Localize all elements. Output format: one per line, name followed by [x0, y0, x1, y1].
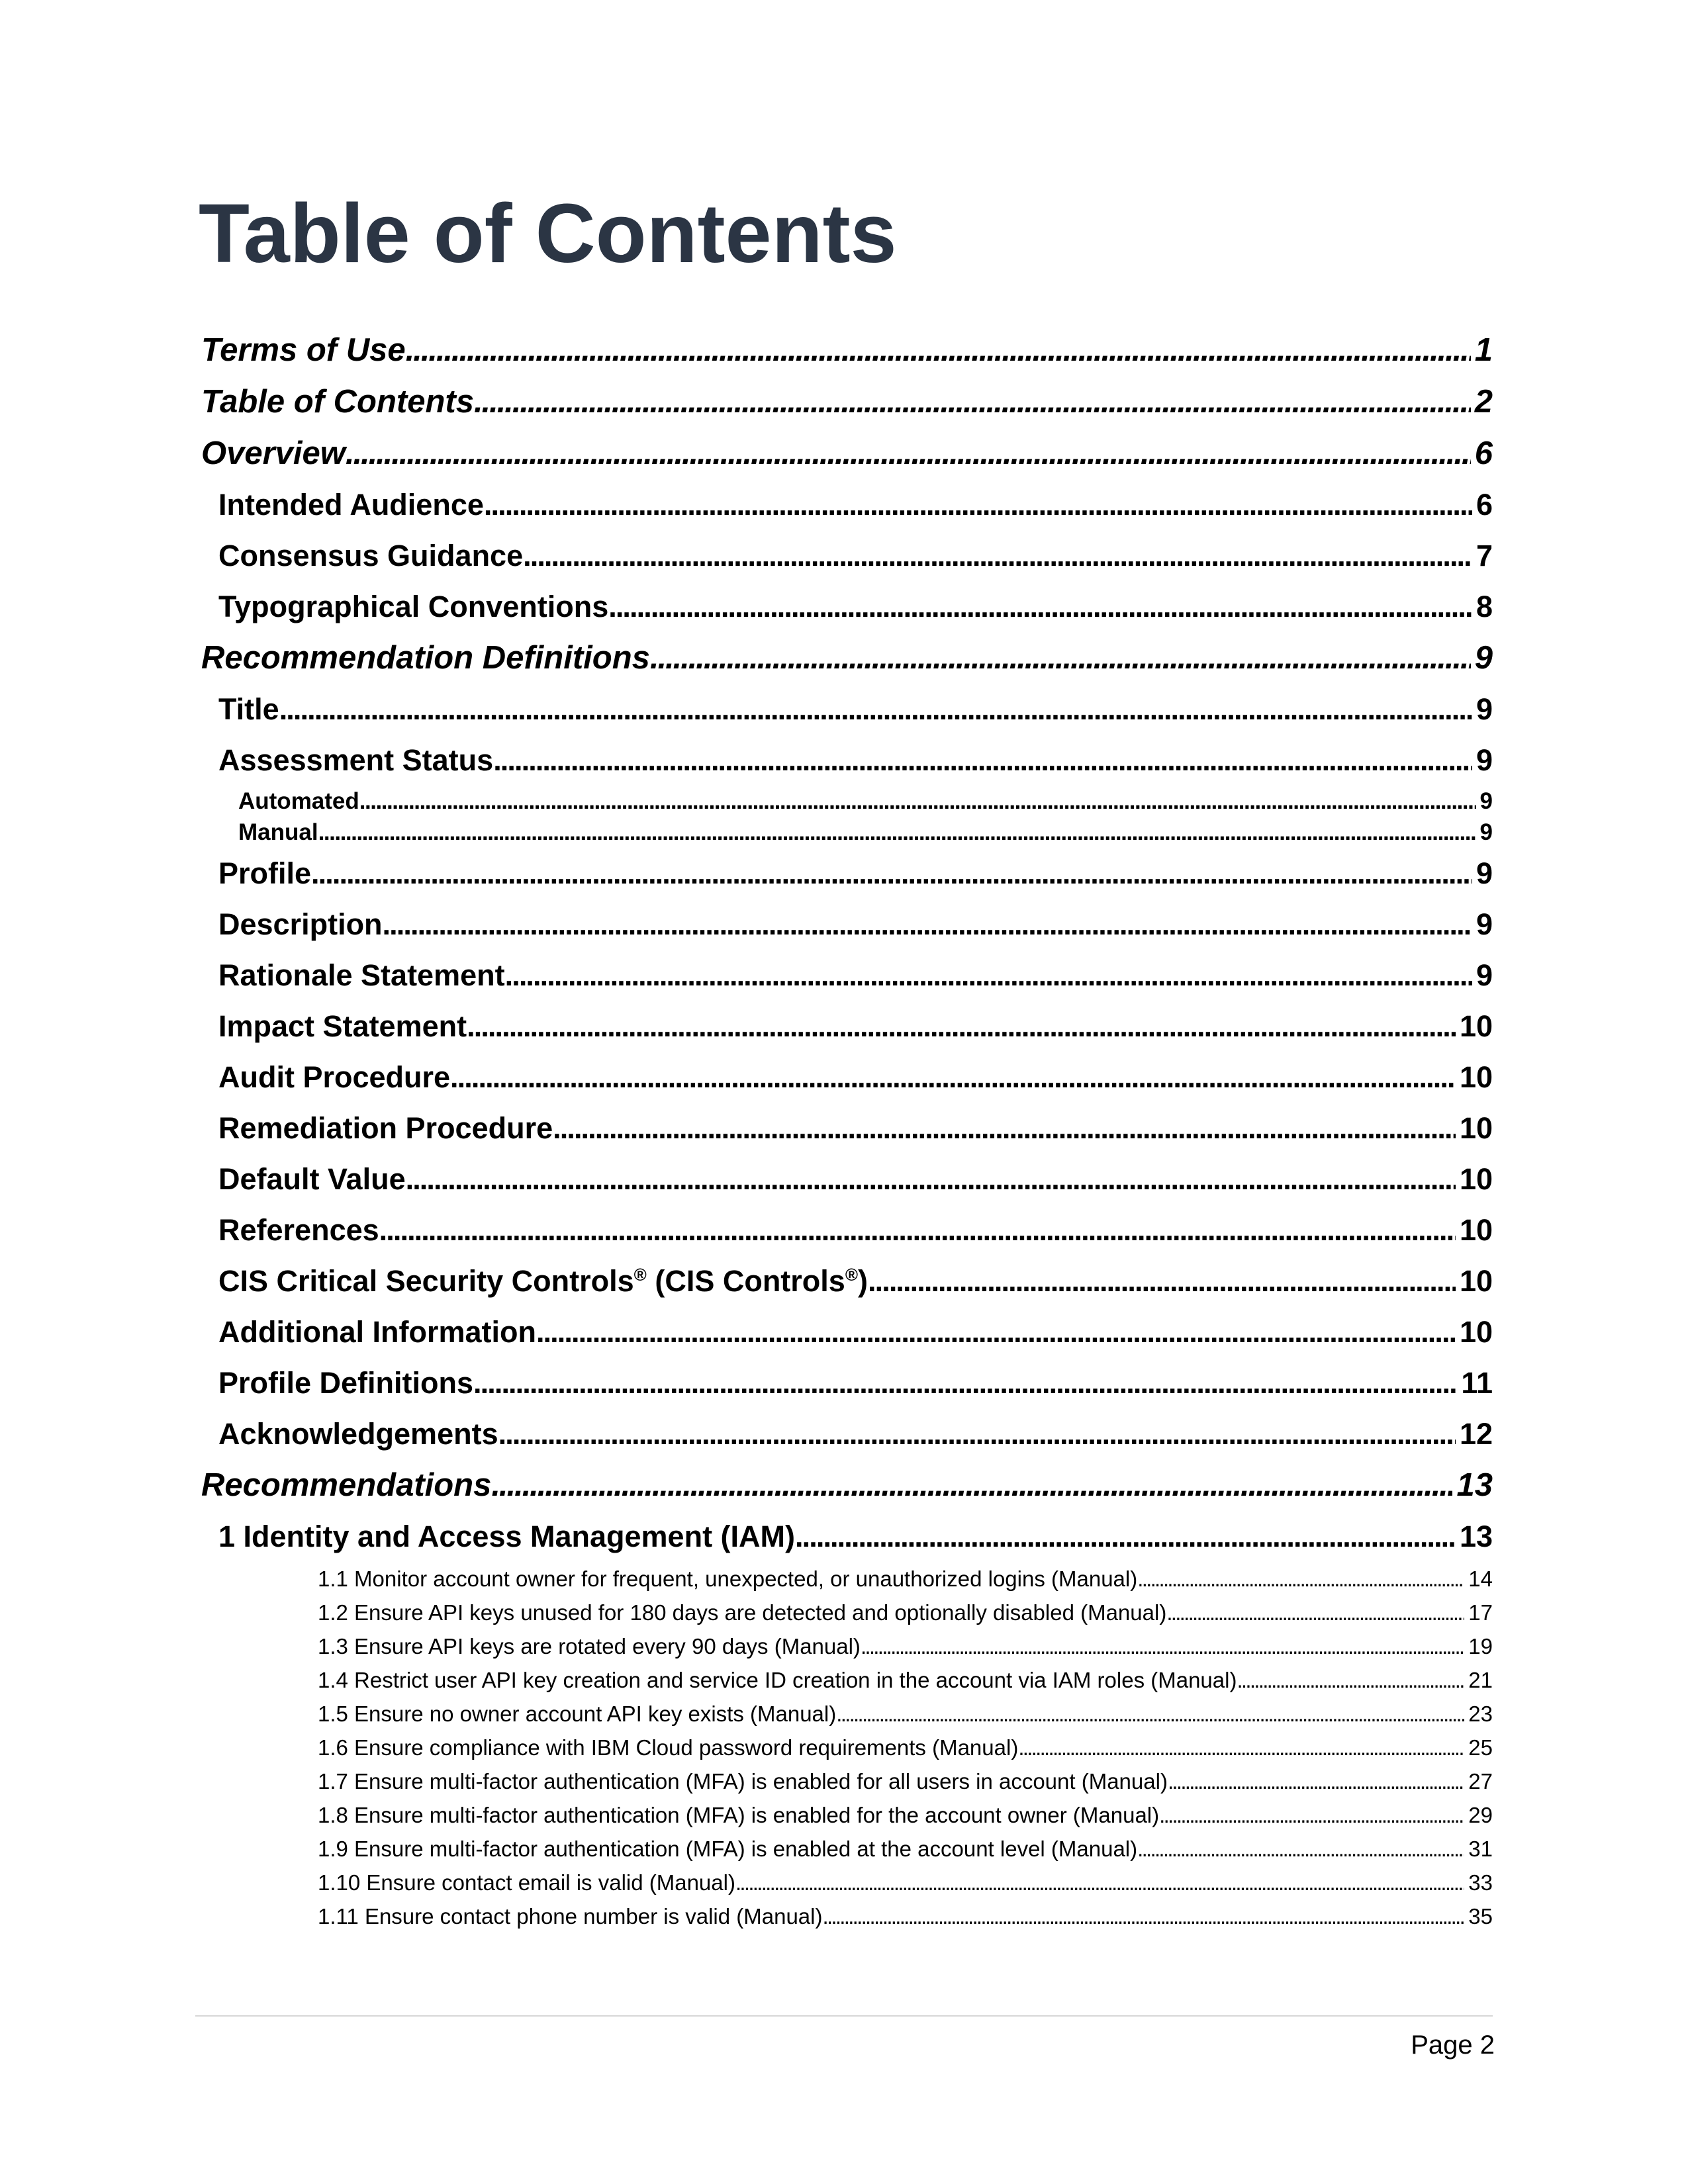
toc-leader-dots — [498, 1408, 1456, 1459]
toc-leader-dots — [861, 1629, 1464, 1663]
toc-entry-page: 10 — [1459, 1162, 1493, 1196]
toc-leader-dots — [836, 1697, 1464, 1731]
toc-entry-page: 27 — [1468, 1769, 1493, 1794]
toc-leader-dots — [1237, 1663, 1464, 1697]
toc-leader-dots — [359, 786, 1476, 817]
toc-entry-recommendations[interactable] — [199, 1459, 1493, 1511]
toc-entry-title: Consensus Guidance — [218, 539, 524, 572]
toc-entry-page: 35 — [1468, 1904, 1493, 1929]
toc-entry-title: 1.10 Ensure contact email is valid (Manual) — [318, 1870, 735, 1895]
toc-entry-title: 1.7 Ensure multi-factor authentication (MFA) is enabled for all users in account (Manual) — [318, 1769, 1168, 1794]
toc-entry-title: Default Value — [218, 1162, 406, 1196]
toc-entry-1-8[interactable] — [199, 1798, 1493, 1832]
toc-entry-page: 10 — [1459, 1315, 1493, 1349]
toc-entry-1-7[interactable] — [199, 1764, 1493, 1798]
toc-entry-intended-audience[interactable] — [199, 479, 1493, 530]
toc-entry-1-5[interactable] — [199, 1697, 1493, 1731]
toc-leader-dots — [406, 1154, 1456, 1205]
page-title: Table of Contents — [199, 187, 897, 280]
toc-entry-page: 19 — [1468, 1634, 1493, 1659]
toc-entry-page: 9 — [1476, 743, 1493, 777]
toc-entry-page: 12 — [1459, 1417, 1493, 1451]
toc-entry-title: 1 Identity and Access Management (IAM) — [218, 1520, 796, 1553]
toc-entry-recommendation-definitions[interactable] — [199, 632, 1493, 684]
toc-leader-dots — [467, 1001, 1456, 1052]
toc-entry-1-3[interactable] — [199, 1629, 1493, 1663]
toc-leader-dots — [868, 1255, 1456, 1306]
toc-entry-page: 9 — [1479, 819, 1493, 845]
toc-leader-dots — [406, 324, 1471, 376]
toc-entry-iam[interactable] — [199, 1511, 1493, 1562]
toc-entry-title: Recommendations — [201, 1467, 492, 1503]
toc-leader-dots — [1168, 1764, 1464, 1798]
toc-entry-title-section[interactable] — [199, 684, 1493, 735]
toc-entry-page: 8 — [1476, 590, 1493, 623]
toc-entry-page: 13 — [1459, 1520, 1493, 1553]
toc-entry-title: Impact Statement — [218, 1009, 467, 1043]
toc-entry-assessment-status[interactable] — [199, 735, 1493, 786]
toc-entry-1-2[interactable] — [199, 1596, 1493, 1629]
toc-leader-dots — [505, 950, 1472, 1001]
toc-leader-dots — [795, 1511, 1456, 1562]
toc-entry-audit-procedure[interactable] — [199, 1052, 1493, 1103]
toc-entry-remediation-procedure[interactable] — [199, 1103, 1493, 1154]
toc-leader-dots — [484, 479, 1472, 530]
toc-entry-page: 11 — [1461, 1366, 1493, 1400]
toc-leader-dots — [735, 1866, 1464, 1899]
toc-entry-page: 10 — [1459, 1213, 1493, 1247]
toc-entry-references[interactable] — [199, 1205, 1493, 1255]
toc-entry-title: Intended Audience — [218, 488, 484, 522]
toc-leader-dots — [383, 899, 1472, 950]
toc-entry-impact-statement[interactable] — [199, 1001, 1493, 1052]
toc-entry-page: 9 — [1479, 788, 1493, 814]
toc-entry-title: 1.3 Ensure API keys are rotated every 90 days (Manual) — [318, 1634, 861, 1659]
toc-entry-page: 10 — [1459, 1264, 1493, 1298]
toc-leader-dots — [474, 376, 1471, 428]
toc-entry-page: 7 — [1476, 539, 1493, 572]
toc-entry-title-part: (CIS Controls — [646, 1264, 845, 1298]
toc-entry-title: 1.4 Restrict user API key creation and service ID creation in the account via IAM roles (Manual) — [318, 1668, 1237, 1692]
registered-mark: ® — [845, 1265, 858, 1285]
toc-entry-title: Table of Contents — [201, 384, 474, 420]
toc-entry-1-1[interactable] — [199, 1562, 1493, 1596]
toc-entry-terms-of-use[interactable] — [199, 324, 1493, 376]
toc-entry-page: 33 — [1468, 1870, 1493, 1895]
toc-leader-dots — [1137, 1562, 1464, 1596]
toc-entry-page: 9 — [1476, 958, 1493, 992]
toc-entry-page: 2 — [1474, 384, 1493, 420]
toc-entry-profile[interactable] — [199, 848, 1493, 899]
toc-entry-profile-definitions[interactable] — [199, 1357, 1493, 1408]
toc-entry-title: Recommendation Definitions — [201, 640, 650, 676]
toc-leader-dots — [318, 817, 1476, 848]
toc-entry-table-of-contents[interactable] — [199, 376, 1493, 428]
toc-entry-manual[interactable] — [199, 817, 1493, 848]
toc-entry-title: Assessment Status — [218, 743, 494, 777]
toc-entry-title: References — [218, 1213, 379, 1247]
toc-entry-title: 1.9 Ensure multi-factor authentication (MFA) is enabled at the account level (Manual) — [318, 1837, 1138, 1861]
toc-leader-dots — [650, 632, 1471, 684]
toc-leader-dots — [608, 581, 1472, 632]
toc-entry-page: 9 — [1476, 692, 1493, 726]
toc-entry-title: Profile — [218, 856, 312, 890]
toc-entry-title: Additional Information — [218, 1315, 536, 1349]
toc-leader-dots — [493, 735, 1472, 786]
toc-leader-dots — [536, 1306, 1456, 1357]
toc-entry-rationale-statement[interactable] — [199, 950, 1493, 1001]
toc-entry-title: 1.8 Ensure multi-factor authentication (MFA) is enabled for the account owner (Manual) — [318, 1803, 1160, 1827]
toc-entry-typographical-conventions[interactable] — [199, 581, 1493, 632]
toc-entry-default-value[interactable] — [199, 1154, 1493, 1205]
toc-leader-dots — [379, 1205, 1456, 1255]
toc-entry-title: Remediation Procedure — [218, 1111, 553, 1145]
toc-entry-1-10[interactable] — [199, 1866, 1493, 1899]
toc-entry-additional-information[interactable] — [199, 1306, 1493, 1357]
toc-entry-consensus-guidance[interactable] — [199, 530, 1493, 581]
toc-leader-dots — [1018, 1731, 1464, 1764]
toc-entry-title-part: CIS Critical Security Controls — [218, 1264, 634, 1298]
toc-entry-title: Acknowledgements — [218, 1417, 498, 1451]
page-number: Page 2 — [1411, 2030, 1495, 2060]
toc-entry-page: 10 — [1459, 1060, 1493, 1094]
toc-entry-description[interactable] — [199, 899, 1493, 950]
toc-entry-title: Typographical Conventions — [218, 590, 609, 623]
toc-entry-title: 1.11 Ensure contact phone number is valid (Manual) — [318, 1904, 823, 1929]
toc-entry-1-6[interactable] — [199, 1731, 1493, 1764]
toc-entry-page: 13 — [1456, 1467, 1493, 1503]
toc-entry-title: 1.6 Ensure compliance with IBM Cloud password requirements (Manual) — [318, 1735, 1019, 1760]
toc-leader-dots — [523, 530, 1472, 581]
toc-entry-title-part: ) — [858, 1264, 868, 1298]
toc-entry-acknowledgements[interactable] — [199, 1408, 1493, 1459]
toc-entry-title: 1.2 Ensure API keys unused for 180 days are detected and optionally disabled (Manual) — [318, 1600, 1167, 1625]
toc-entry-title: Rationale Statement — [218, 958, 505, 992]
toc-leader-dots — [311, 848, 1472, 899]
toc-entry-title: Terms of Use — [201, 332, 406, 368]
toc-entry-overview[interactable] — [199, 428, 1493, 479]
toc-entry-title: Manual — [238, 819, 318, 845]
toc-leader-dots — [450, 1052, 1456, 1103]
toc-entry-page: 17 — [1468, 1600, 1493, 1625]
toc-leader-dots — [822, 1899, 1464, 1933]
toc-entry-page: 1 — [1474, 332, 1493, 368]
toc-entry-page: 29 — [1468, 1803, 1493, 1827]
toc-leader-dots — [1159, 1798, 1464, 1832]
toc-list — [199, 324, 1493, 1933]
toc-entry-title: 1.1 Monitor account owner for frequent, unexpected, or unauthorized logins (Manual) — [318, 1567, 1138, 1591]
toc-leader-dots — [279, 684, 1472, 735]
toc-entry-page: 6 — [1476, 488, 1493, 522]
toc-leader-dots — [346, 428, 1471, 479]
toc-entry-page: 10 — [1459, 1111, 1493, 1145]
toc-entry-page: 14 — [1468, 1567, 1493, 1591]
toc-entry-title: Title — [218, 692, 279, 726]
toc-entry-page: 31 — [1468, 1837, 1493, 1861]
toc-entry-title: Profile Definitions — [218, 1366, 474, 1400]
toc-entry-cis-controls[interactable] — [199, 1255, 1493, 1306]
toc-entry-title — [218, 1255, 868, 1306]
toc-entry-title: 1.5 Ensure no owner account API key exists (Manual) — [318, 1702, 837, 1726]
toc-entry-1-11[interactable] — [199, 1899, 1493, 1933]
toc-entry-1-4[interactable] — [199, 1663, 1493, 1697]
toc-leader-dots — [491, 1459, 1452, 1511]
toc-entry-page: 21 — [1468, 1668, 1493, 1692]
toc-entry-automated[interactable] — [199, 786, 1493, 817]
toc-entry-page: 9 — [1476, 907, 1493, 941]
toc-entry-page: 25 — [1468, 1735, 1493, 1760]
toc-entry-page: 6 — [1474, 435, 1493, 471]
toc-leader-dots — [1137, 1832, 1464, 1866]
toc-entry-title: Audit Procedure — [218, 1060, 451, 1094]
toc-entry-title: Overview — [201, 435, 346, 471]
toc-leader-dots — [553, 1103, 1456, 1154]
footer-divider — [195, 2015, 1493, 2017]
toc-entry-1-9[interactable] — [199, 1832, 1493, 1866]
toc-entry-page: 9 — [1476, 856, 1493, 890]
toc-entry-page: 10 — [1459, 1009, 1493, 1043]
registered-mark: ® — [633, 1265, 647, 1285]
toc-leader-dots — [1166, 1596, 1464, 1629]
toc-entry-title: Automated — [238, 788, 359, 814]
toc-entry-page: 9 — [1474, 640, 1493, 676]
toc-entry-title: Description — [218, 907, 383, 941]
toc-leader-dots — [473, 1357, 1457, 1408]
toc-entry-page: 23 — [1468, 1702, 1493, 1726]
